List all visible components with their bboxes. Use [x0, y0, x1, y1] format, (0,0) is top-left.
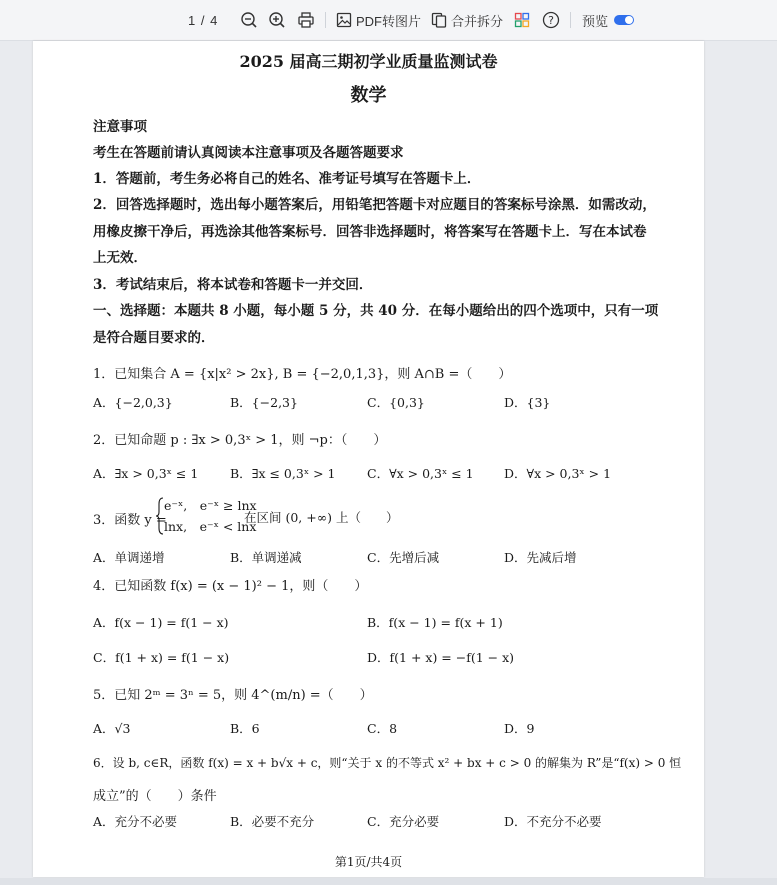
q2-option-b: B．∃x ≤ 0,3ˣ > 1	[230, 466, 336, 481]
notice-intro: 考生在答题前请认真阅读本注意事项及各题答题要求	[93, 145, 404, 161]
print-icon[interactable]	[297, 0, 315, 40]
preview-toggle[interactable]	[582, 0, 634, 40]
zoom-in-icon[interactable]	[268, 0, 286, 40]
bottom-scroll-area	[0, 878, 777, 885]
q6-option-a: A．充分不必要	[93, 814, 178, 829]
q6-option-b: B．必要不充分	[230, 814, 315, 829]
question-2: 2．已知命题 p : ∃x > 0,3ˣ > 1，则 ¬p：（ ）	[93, 433, 387, 448]
q4-option-d: D．f(1 + x) = −f(1 − x)	[367, 650, 515, 665]
q1-option-d: D．{3}	[504, 395, 551, 410]
q3-option-d: D．先减后增	[504, 550, 577, 565]
q2-option-a: A．∃x > 0,3ˣ ≤ 1	[93, 466, 199, 481]
question-6: 6．设 b, c∈R，函数 f(x) = x + b√x + c，则“关于 x 的不等式 x² + bx + c > 0 的解集为 R”是“f(x) > 0 恒	[93, 756, 682, 770]
page-footer: 第1页/共4页	[334, 855, 403, 869]
toolbar-divider	[325, 12, 326, 28]
q1-option-a: A．{−2,0,3}	[93, 395, 173, 410]
q1-option-c: C．{0,3}	[367, 395, 425, 410]
q5-option-c: C．8	[367, 721, 398, 736]
section-heading-cont: 是符合题目要求的．	[93, 330, 215, 346]
question-3-suffix: 在区间 (0, +∞) 上（ ）	[244, 510, 399, 525]
notice-item-1: 1．答题前，考生务必将自己的姓名、准考证号填写在答题卡上．	[93, 171, 481, 187]
zoom-out-icon[interactable]	[240, 0, 258, 40]
merge-split-button[interactable]	[431, 0, 503, 40]
svg-text:?: ?	[548, 14, 554, 27]
merge-split-label: 合并拆分	[451, 13, 504, 29]
notice-item-2: 2．回答选择题时，选出每小题答案后，用铅笔把答题卡对应题目的答案标号涂黑．如需改动，	[93, 197, 656, 213]
notice-item-2-cont: 用橡皮擦干净后，再选涂其他答案标号．回答非选择题时，将答案写在答题卡上．写在本试卷	[93, 224, 647, 240]
exam-subject: 数学	[350, 85, 387, 106]
document-page	[33, 41, 704, 877]
image-icon	[336, 12, 352, 28]
q2-option-c: C．∀x > 0,3ˣ ≤ 1	[367, 466, 474, 481]
q6-option-c: C．充分必要	[367, 814, 440, 829]
question-3-case-1: e⁻ˣ, e⁻ˣ ≥ lnx	[164, 498, 257, 513]
notice-item-3: 3．考试结束后，将本试卷和答题卡一并交回．	[93, 277, 373, 293]
apps-icon[interactable]	[514, 0, 530, 40]
help-icon[interactable]	[542, 0, 560, 40]
pdf-to-image-label: PDF转图片	[356, 13, 422, 29]
q4-option-b: B．f(x − 1) = f(x + 1)	[367, 615, 503, 630]
question-5: 5．已知 2ᵐ = 3ⁿ = 5，则 4^(m/n) =（ ）	[93, 688, 373, 703]
q4-option-c: C．f(1 + x) = f(1 − x)	[93, 650, 230, 665]
q1-option-b: B．{−2,3}	[230, 395, 298, 410]
notice-heading: 注意事项	[93, 119, 147, 135]
q5-option-d: D．9	[504, 721, 535, 736]
q2-option-d: D．∀x > 0,3ˣ > 1	[504, 466, 612, 481]
notice-item-2-end: 上无效．	[93, 250, 147, 266]
question-4: 4．已知函数 f(x) = (x − 1)² − 1，则（ ）	[93, 579, 368, 594]
page-indicator: 1 / 4	[188, 12, 219, 28]
q5-option-a: A．√3	[93, 721, 131, 736]
q4-option-a: A．f(x − 1) = f(1 − x)	[93, 615, 229, 630]
exam-title: 2025 届高三期初学业质量监测试卷	[239, 52, 498, 71]
toolbar-divider	[570, 12, 571, 28]
preview-switch[interactable]	[614, 15, 634, 25]
q6-option-d: D．不充分不必要	[504, 814, 602, 829]
q3-option-a: A．单调递增	[93, 550, 165, 565]
q3-option-b: B．单调递减	[230, 550, 302, 565]
toolbar	[0, 0, 777, 41]
question-3-case-2: lnx, e⁻ˣ < lnx	[164, 519, 257, 534]
section-heading: 一、选择题：本题共 8 小题，每小题 5 分，共 40 分．在每小题给出的四个选项中，只有一项	[93, 303, 659, 319]
question-3-prefix: 3．函数 y =	[93, 513, 167, 528]
merge-icon	[431, 12, 447, 28]
question-6-cont: 成立”的（ ）条件	[93, 789, 217, 804]
q3-option-c: C．先增后减	[367, 550, 440, 565]
question-1: 1．已知集合 A = {x|x² > 2x}, B = {−2,0,1,3}，则 A∩B =（ ）	[93, 367, 512, 382]
q5-option-b: B．6	[230, 721, 260, 736]
preview-label: 预览	[582, 13, 609, 29]
pdf-to-image-button[interactable]	[336, 0, 421, 40]
